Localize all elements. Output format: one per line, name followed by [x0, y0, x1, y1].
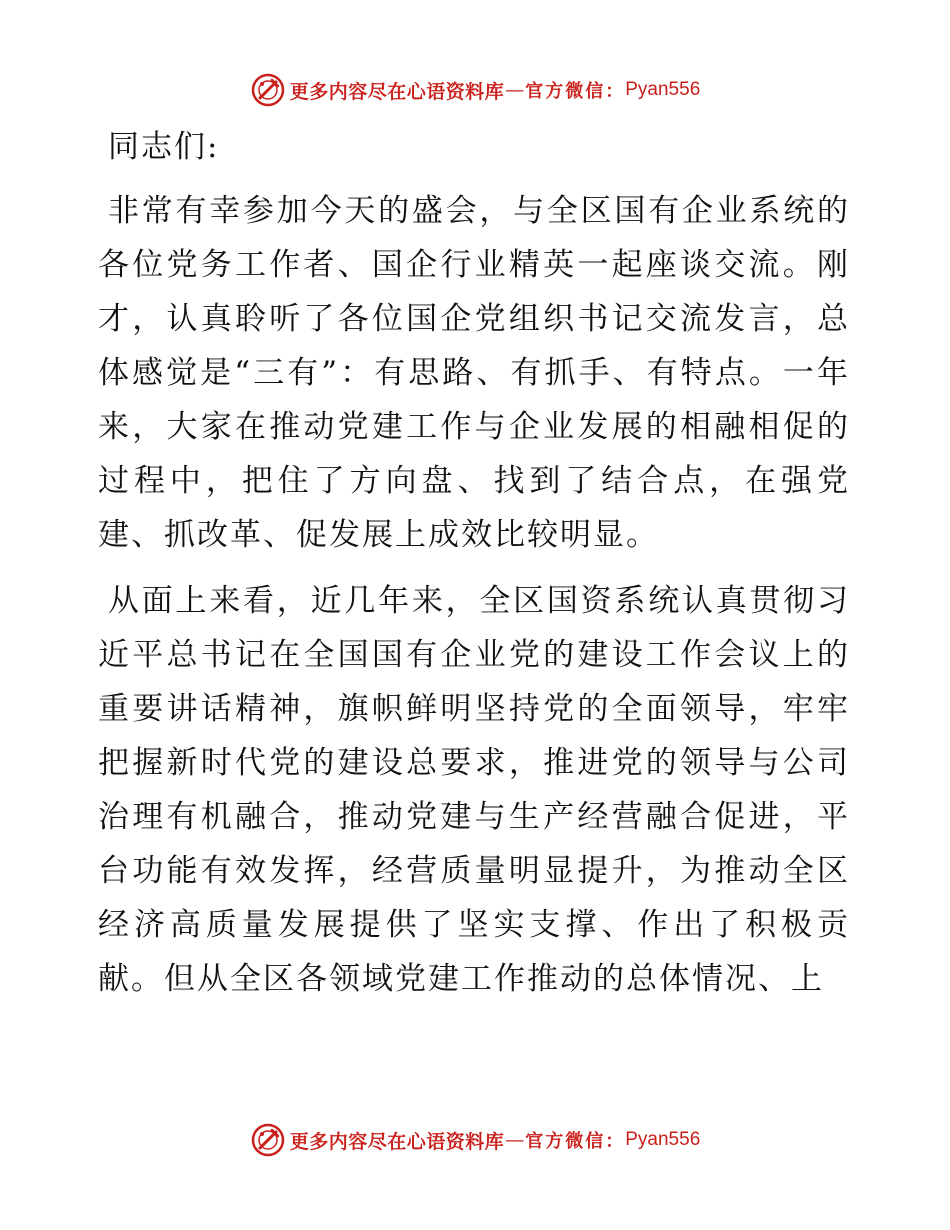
paragraph-1-text: 非常有幸参加今天的盛会，与全区国有企业系统的各位党务工作者、国企行业精英一起座谈交流。刚才，认真聆听了各位国企党组织书记交流发言，总体感觉是“三有”：有思路、有抓手、有特点。一年来，大家在推动党建工作与企业发展的相融相促的过程中，把住了方向盘、找到了结合点，在强党建、抓改革、促发展上成效比较明显。	[98, 193, 850, 553]
wechat-label: 官方微信：	[525, 1131, 626, 1152]
paragraph-2-text: 从面上来看，近几年来，全区国资系统认真贯彻习近平总书记在全国国有企业党的建设工作会议上的重要讲话精神，旗帜鲜明坚持党的全面领导，牢牢把握新时代党的建设总要求，推进党的领导与公司治理有机融合，推动党建与生产经营融合促进，平台功能有效发挥，经营质量明显提升，为推动全区经济高质量发展提供了坚实支撑、作出了积极贡献。但从全区各领域党建工作推动的总体情况、上	[98, 583, 850, 997]
paragraph-2	[98, 574, 850, 1006]
red-seal-logo-icon	[250, 72, 286, 108]
wechat-label: 官方微信：	[525, 81, 626, 102]
promo-text: 更多内容尽在心语资料库	[289, 1130, 505, 1153]
salutation: 同志们:	[108, 129, 220, 165]
promo-text: 更多内容尽在心语资料库	[289, 80, 505, 103]
paragraph-1	[98, 184, 850, 562]
wechat-id: Pyan556	[625, 79, 701, 100]
footer-banner	[0, 1120, 950, 1160]
document-body	[98, 120, 850, 1018]
header-banner	[0, 70, 950, 110]
banner-dash: —	[505, 1129, 525, 1151]
red-seal-logo-icon	[250, 1122, 286, 1158]
wechat-id: Pyan556	[625, 1129, 701, 1150]
banner-dash: —	[505, 79, 525, 101]
